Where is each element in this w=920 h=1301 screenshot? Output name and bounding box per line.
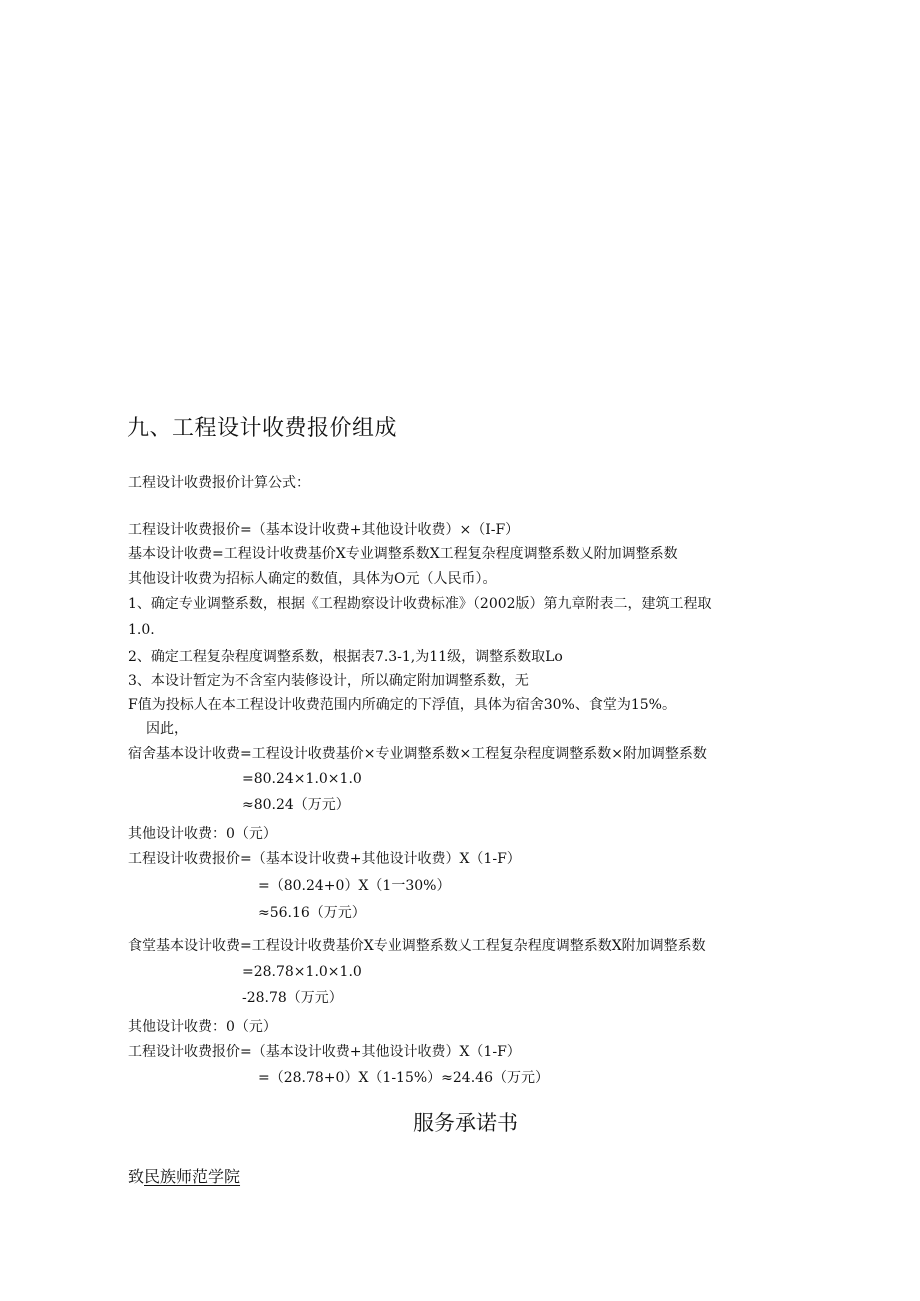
step-3: 3、本设计暂定为不含室内装修设计，所以确定附加调整系数，无	[128, 673, 529, 689]
formula-other: 其他设计收费为招标人确定的数值，具体为O元（人民币）。	[128, 571, 497, 587]
formula-quote: 工程设计收费报价=（基本设计收费+其他设计收费）×（I-F）	[128, 522, 520, 538]
step-f-value: F值为投标人在本工程设计收费范围内所确定的下浮值，具体为宿舍30%、食堂为15%。	[128, 697, 676, 713]
addressee-prefix: 致	[128, 1167, 145, 1186]
canteen-quote-formula: 工程设计收费报价=（基本设计收费+其他设计收费）X（1-F）	[128, 1044, 521, 1060]
service-commitment-title: 服务承诺书	[413, 1111, 518, 1135]
canteen-other-fee: 其他设计收费：0（元）	[128, 1019, 277, 1035]
canteen-quote-calc: =（28.78+0）X（1-15%）≈24.46（万元）	[258, 1070, 549, 1086]
dorm-quote-formula: 工程设计收费报价=（基本设计收费+其他设计收费）X（1-F）	[128, 851, 521, 867]
dorm-base-formula: 宿舍基本设计收费=工程设计收费基价×专业调整系数×工程复杂程度调整系数×附加调整系数	[128, 746, 707, 762]
formula-base: 基本设计收费=工程设计收费基价X专业调整系数X工程复杂程度调整系数乂附加调整系数	[128, 546, 678, 562]
canteen-base-formula: 食堂基本设计收费=工程设计收费基价X专业调整系数乂工程复杂程度调整系数X附加调整系数	[128, 938, 706, 954]
dorm-quote-result: ≈56.16（万元）	[258, 905, 366, 921]
addressee-line	[128, 1167, 240, 1187]
dorm-quote-calc: =（80.24+0）X（1一30%）	[258, 878, 451, 894]
formula-intro: 工程设计收费报价计算公式：	[128, 475, 310, 491]
therefore-label: 因此，	[146, 721, 188, 737]
dorm-base-calc: =80.24×1.0×1.0	[242, 771, 362, 787]
section-heading: 九、工程设计收费报价组成	[127, 416, 398, 441]
canteen-base-result: -28.78（万元）	[242, 990, 343, 1006]
addressee-name: 民族师范学院	[144, 1167, 241, 1186]
dorm-other-fee: 其他设计收费：0（元）	[128, 826, 277, 842]
dorm-base-result: ≈80.24（万元）	[242, 797, 350, 813]
step-1: 1、确定专业调整系数，根据《工程勘察设计收费标准》（2002版）第九章附表二，建筑工程取	[128, 596, 712, 612]
step-1-continued: 1.0.	[128, 622, 155, 638]
step-2: 2、确定工程复杂程度调整系数，根据表7.3-1,为11级，调整系数取Lo	[128, 649, 563, 665]
canteen-base-calc: =28.78×1.0×1.0	[242, 964, 362, 980]
